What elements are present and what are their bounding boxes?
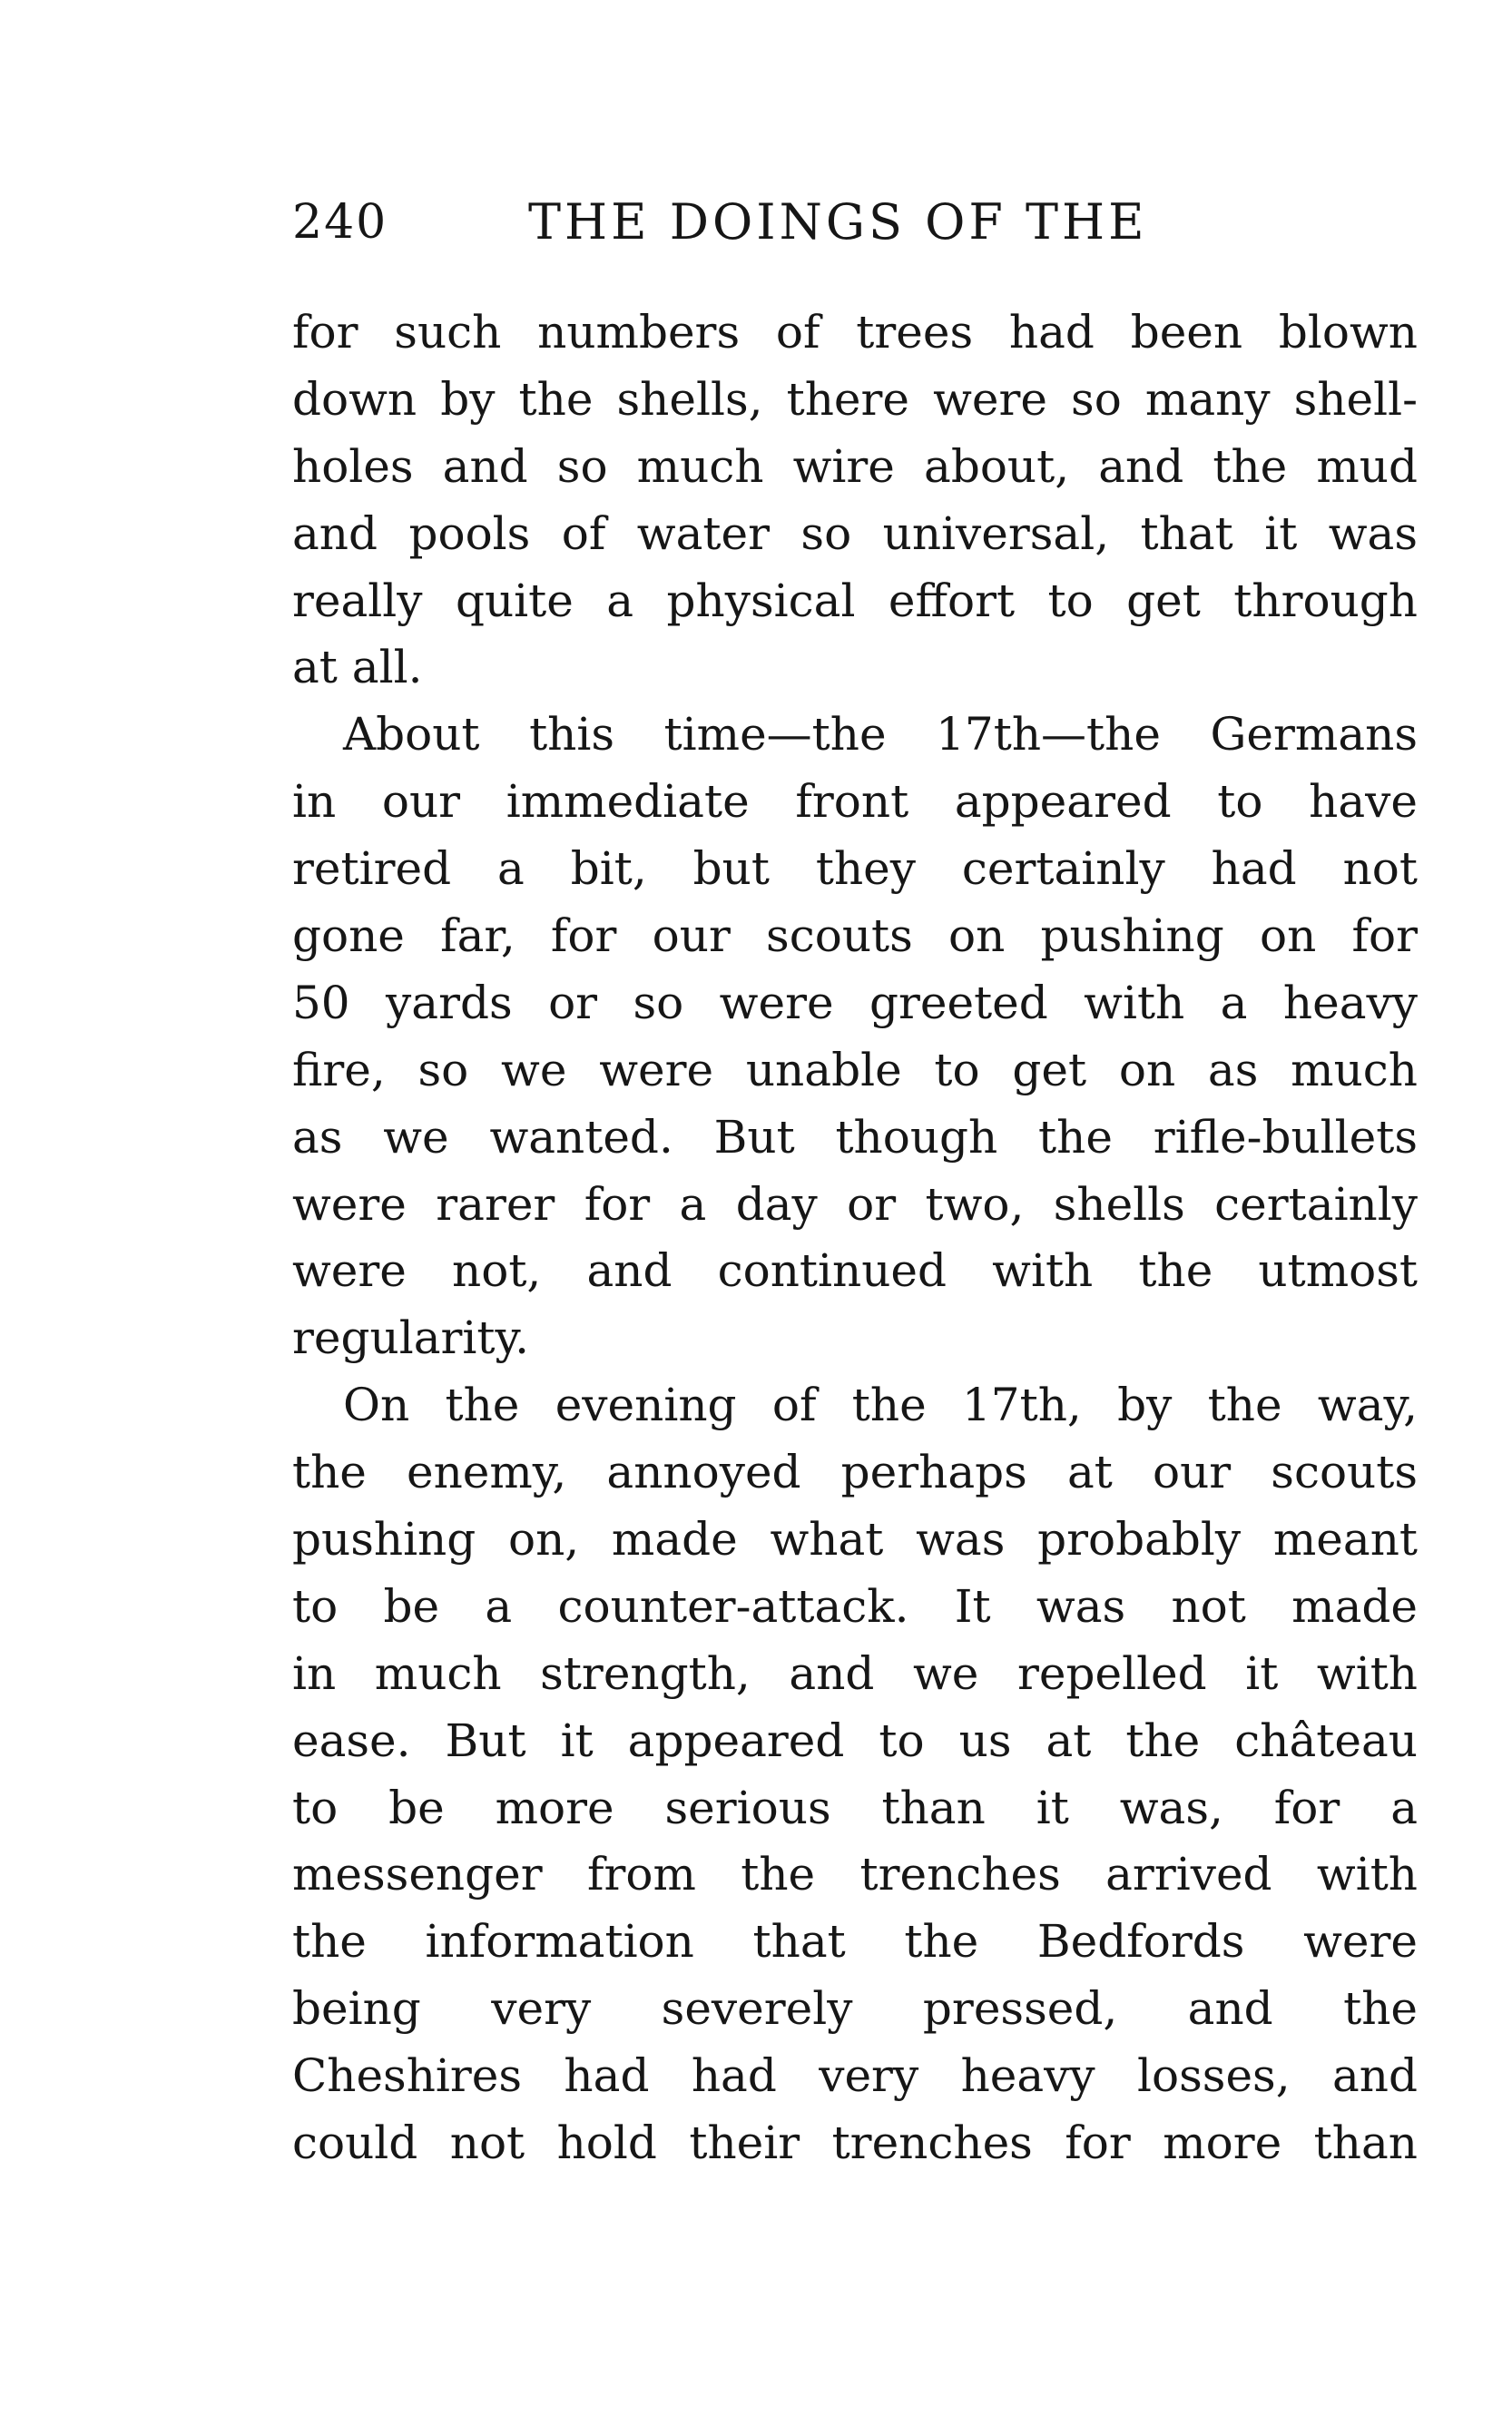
text-line: regularity. bbox=[292, 1311, 529, 1365]
text-line: to be more serious than it was, for a bbox=[292, 1781, 1418, 1834]
text-line: at all. bbox=[292, 641, 423, 694]
text-line: in our immediate front appeared to have bbox=[292, 775, 1418, 829]
text-line: could not hold their trenches for more than bbox=[292, 2117, 1418, 2170]
text-line: holes and so much wire about, and the mud bbox=[292, 439, 1418, 493]
text-line: 50 yards or so were greeted with a heavy bbox=[292, 976, 1418, 1029]
text-line: gone far, for our scouts on pushing on for bbox=[292, 909, 1418, 963]
page-header bbox=[292, 186, 1418, 259]
text-line: retired a bit, but they certainly had not bbox=[292, 842, 1418, 896]
text-line: and pools of water so universal, that it was bbox=[292, 506, 1418, 560]
text-line: for such numbers of trees had been blown bbox=[292, 306, 1418, 358]
text-line: On the evening of the 17th, by the way, bbox=[343, 1379, 1418, 1432]
text-line: really quite a physical effort to get through bbox=[292, 574, 1418, 627]
text-line: were not, and continued with the utmost bbox=[292, 1244, 1418, 1298]
text-line: pushing on, made what was probably meant bbox=[292, 1513, 1418, 1567]
text-line: the information that the Bedfords were bbox=[292, 1915, 1418, 1969]
text-line: to be a counter-attack. It was not made bbox=[292, 1579, 1418, 1633]
text-line: as we wanted. But though the rifle-bullets bbox=[292, 1110, 1418, 1164]
text-line: down by the shells, there were so many shell- bbox=[292, 372, 1418, 426]
text-line: the enemy, annoyed perhaps at our scouts bbox=[292, 1446, 1418, 1499]
text-line: fire, so we were unable to get on as much bbox=[292, 1043, 1418, 1096]
text-line: Cheshires had had very heavy losses, and bbox=[292, 2049, 1418, 2103]
text-line: were rarer for a day or two, shells certainly bbox=[292, 1177, 1418, 1231]
body-text bbox=[292, 300, 1418, 2177]
text-line: ease. But it appeared to us at the château bbox=[292, 1714, 1418, 1767]
running-head: THE DOINGS OF THE bbox=[528, 193, 1148, 250]
text-line: being very severely pressed, and the bbox=[292, 1982, 1418, 2036]
page-number: 240 bbox=[292, 195, 388, 250]
text-line: in much strength, and we repelled it with bbox=[292, 1646, 1418, 1700]
text-line: messenger from the trenches arrived with bbox=[292, 1848, 1418, 1901]
text-line: About this time—the 17th—the Germans bbox=[343, 708, 1418, 761]
